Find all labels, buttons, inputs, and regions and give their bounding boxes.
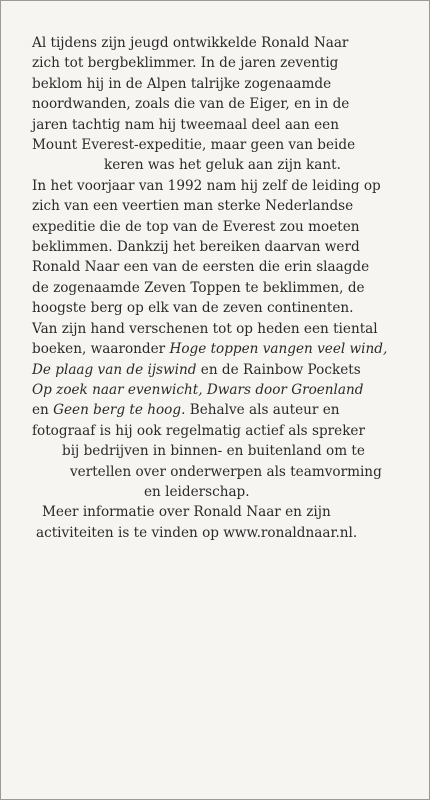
text-line: fotograaf is hij ook regelmatig actief als spreker [32,422,365,439]
text-line: zich van een veertien man sterke Nederlandse [32,198,354,215]
text-run: en [32,402,54,419]
text-run: en de Rainbow Pockets [196,361,361,378]
text-line: zich tot bergbeklimmer. In de jaren zeventig [32,55,339,72]
text-line: jaren tachtig nam hij tweemaal deel aan een [32,116,339,133]
text-line: Ronald Naar een van de eersten die erin slaagde [32,259,370,276]
text-line: Van zijn hand verschenen tot op heden een tiental [32,320,378,337]
text-line: expeditie die de top van de Everest zou moeten [32,218,360,235]
book-title: Geen berg te hoog [53,402,182,419]
text-line: Meer informatie over Ronald Naar en zijn [42,504,331,521]
book-title: Op zoek naar evenwicht, [32,381,203,398]
text-line: activiteiten is te vinden op www.ronaldnaar.nl. [36,524,358,541]
text-run: boeken, waaronder [32,341,170,358]
paragraph-everest-expedition [32,176,404,319]
text-line: beklom hij in de Alpen talrijke zogenaamde [32,75,332,92]
text-line: beklimmen. Dankzij het bereiken daarvan werd [32,239,360,256]
text-line [32,380,404,400]
book-title: Hoge toppen vangen veel wind, [169,341,388,358]
paragraph-books [32,319,404,503]
text-line [32,360,404,380]
text-line: de zogenaamde Zeven Toppen te beklimmen, de [32,279,365,296]
book-title: Dwars door Groenland [206,381,364,398]
text-line: bij bedrijven in binnen- en buitenland om te [62,443,365,460]
text-line: noordwanden, zoals die van de Eiger, en in de [32,96,350,113]
author-bio [32,33,404,543]
text-line [32,339,404,359]
text-line: vertellen over onderwerpen als teamvorming [70,463,382,480]
text-line: In het voorjaar van 1992 nam hij zelf de leiding op [32,177,381,194]
text-line: en leiderschap. [144,483,250,500]
book-title: De plaag van de ijswind [32,361,197,378]
paragraph-more-info [32,502,404,543]
text-line: Al tijdens zijn jeugd ontwikkelde Ronald Naar [32,35,349,51]
text-line: Mount Everest-expeditie, maar geen van beide [32,137,356,154]
text-run: . Behalve als auteur en [181,402,340,419]
text-line: keren was het geluk aan zijn kant. [104,157,341,174]
text-line: hoogste berg op elk van de zeven continenten. [32,300,354,317]
paragraph-early-career [32,33,404,176]
text-line [32,400,404,420]
